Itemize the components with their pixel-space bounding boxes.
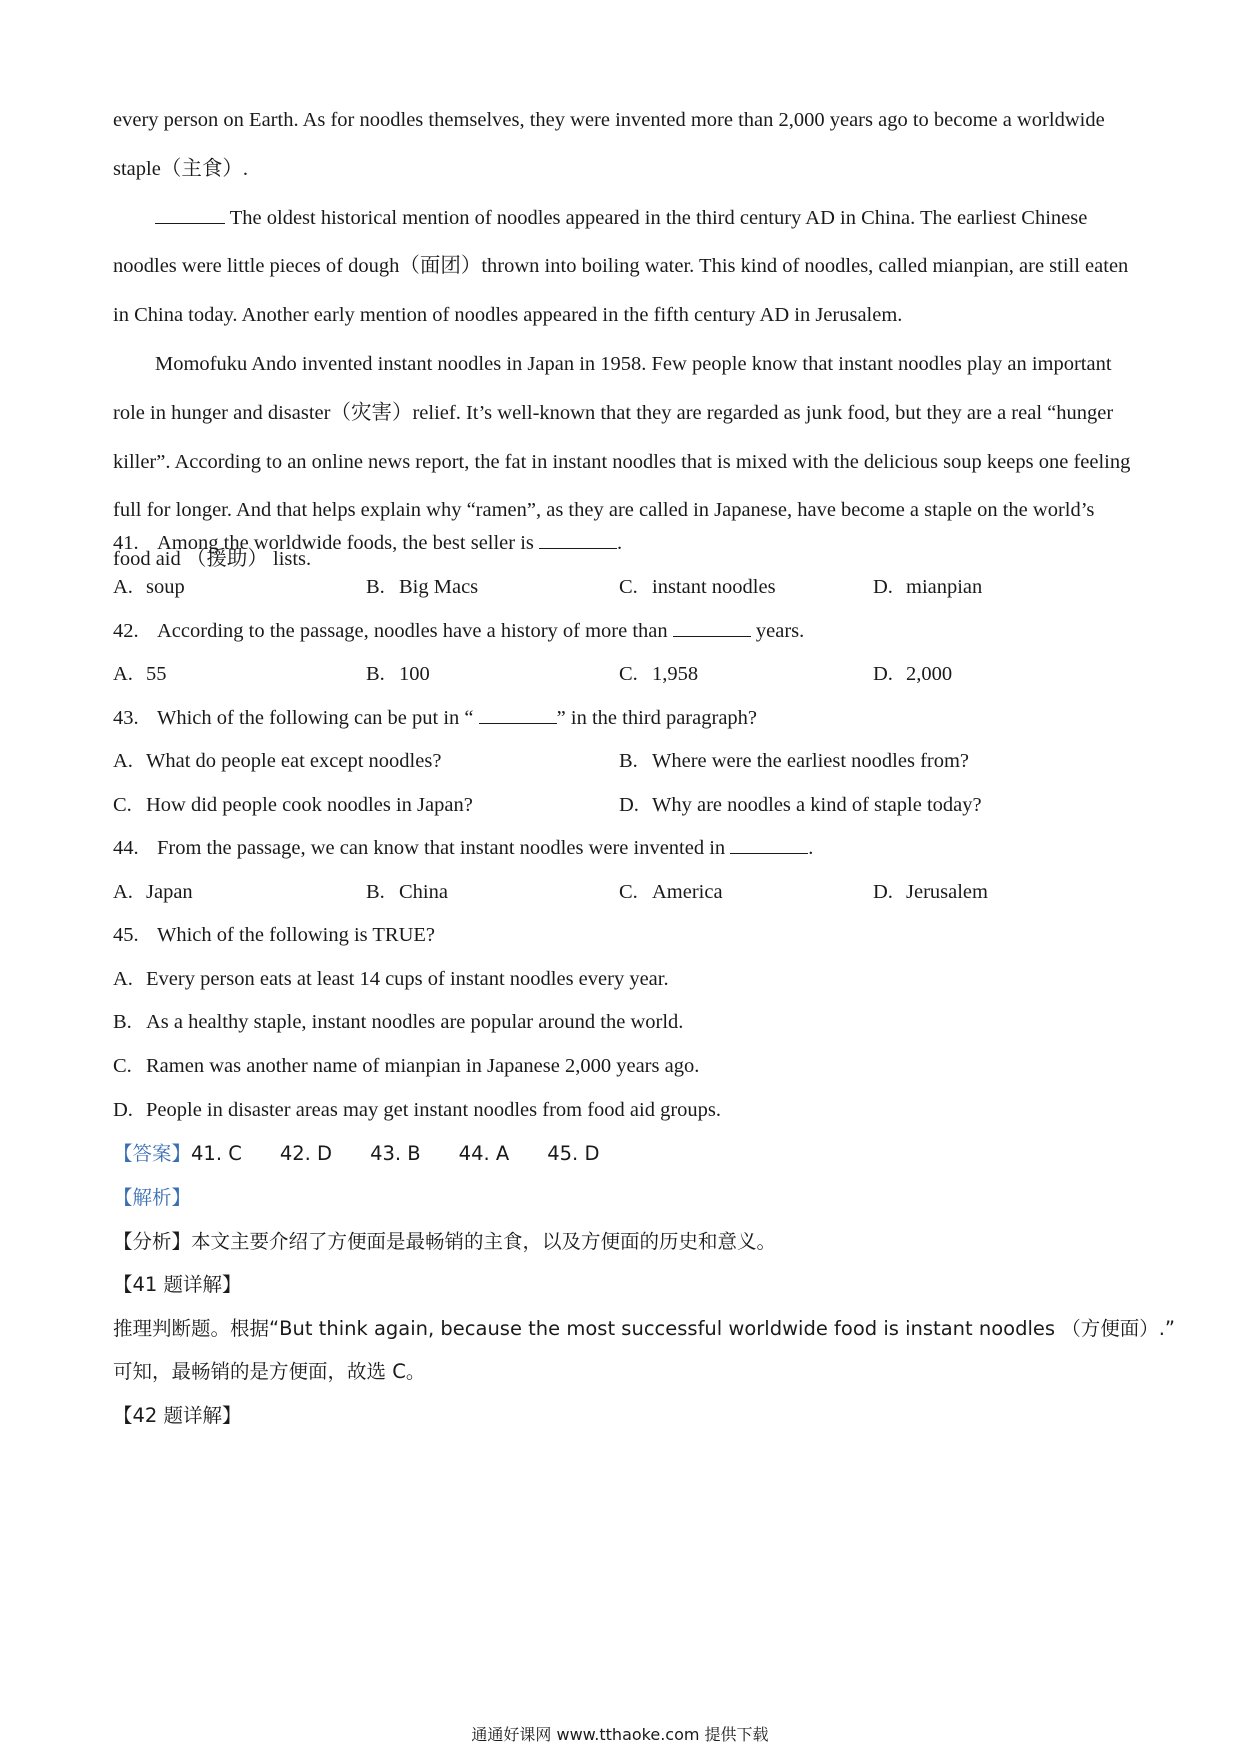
question-44 [113, 833, 813, 863]
answer-41: 41. C [191, 1142, 242, 1165]
option-42-a [113, 659, 167, 689]
option-text: Ramen was another name of mianpian in Japanese 2,000 years ago. [146, 1055, 700, 1077]
reading-passage [113, 96, 1133, 584]
option-41-a [113, 572, 185, 602]
option-letter: D. [873, 576, 893, 598]
question-stem: Which of the following is TRUE? [157, 924, 436, 946]
option-42-d [873, 659, 952, 689]
answer-42: 42. D [279, 1142, 333, 1165]
question-number: 44. [113, 837, 139, 859]
q41-detail-line-1: 推理判断题。根据“But think again, because the most successful worldwide food is instant noodles （方便面）.” [113, 1317, 1176, 1340]
answer-blank [673, 618, 751, 637]
answer-blank [539, 530, 617, 549]
q42-detail-title: 【42 题详解】 [113, 1404, 242, 1427]
question-number: 41. [113, 532, 139, 554]
option-41-b [366, 572, 478, 602]
option-text: Jerusalem [906, 881, 988, 903]
option-text: 100 [399, 663, 430, 685]
option-letter: A. [113, 968, 133, 990]
option-letter: A. [113, 663, 133, 685]
q41-detail-title: 【41 题详解】 [113, 1273, 242, 1296]
option-letter: B. [113, 1011, 132, 1033]
option-44-a [113, 877, 193, 907]
option-text: Why are noodles a kind of staple today? [652, 794, 982, 816]
question-number: 42. [113, 620, 139, 642]
option-text: People in disaster areas may get instant noodles from food aid groups. [146, 1099, 722, 1121]
option-43-a [113, 746, 441, 776]
question-number: 45. [113, 924, 139, 946]
answer-43: 43. B [370, 1142, 421, 1165]
question-stem-end: . [617, 532, 623, 554]
option-letter: D. [873, 663, 893, 685]
analysis-label: 【解析】 [113, 1186, 192, 1209]
option-45-c [113, 1051, 699, 1081]
option-text: As a healthy staple, instant noodles are popular around the world. [146, 1011, 684, 1033]
option-44-d [873, 877, 988, 907]
analysis-summary: 【分析】本文主要介绍了方便面是最畅销的主食，以及方便面的历史和意义。 [113, 1230, 777, 1253]
option-text: America [652, 881, 723, 903]
passage-paragraph-1: every person on Earth. As for noodles themselves, they were invented more than 2,000 years ago to become a worldwide staple（主食）. [113, 109, 1105, 180]
option-letter: A. [113, 750, 133, 772]
answer-label: 【答案】 [113, 1142, 192, 1165]
question-stem: According to the passage, noodles have a history of more than [157, 620, 673, 642]
option-letter: C. [113, 794, 132, 816]
question-number: 43. [113, 707, 139, 729]
option-43-b [619, 746, 969, 776]
option-45-d [113, 1095, 721, 1125]
question-stem: From the passage, we can know that instant noodles were invented in [157, 837, 731, 859]
question-stem-end: years. [750, 620, 805, 642]
option-letter: B. [366, 663, 385, 685]
answer-key [113, 1138, 637, 1170]
question-stem-end: . [808, 837, 814, 859]
option-41-c [619, 572, 776, 602]
option-letter: B. [366, 576, 385, 598]
answer-44: 44. A [458, 1142, 510, 1165]
option-text: Every person eats at least 14 cups of instant noodles every year. [146, 968, 669, 990]
option-letter: B. [366, 881, 385, 903]
question-45 [113, 920, 435, 950]
option-text: soup [146, 576, 185, 598]
option-text: mianpian [906, 576, 983, 598]
option-42-b [366, 659, 430, 689]
question-stem-end: ” in the third paragraph? [556, 707, 758, 729]
option-text: 1,958 [652, 663, 699, 685]
page-footer: 通通好课网 www.tthaoke.com 提供下载 [471, 1725, 769, 1744]
option-letter: C. [619, 576, 638, 598]
option-letter: D. [873, 881, 893, 903]
question-43 [113, 703, 757, 733]
option-44-b [366, 877, 448, 907]
option-44-c [619, 877, 723, 907]
question-42 [113, 616, 804, 646]
answer-blank [479, 705, 557, 724]
answer-45: 45. D [547, 1142, 600, 1165]
option-letter: A. [113, 576, 133, 598]
option-letter: D. [619, 794, 639, 816]
option-text: 2,000 [906, 663, 953, 685]
option-text: What do people eat except noodles? [146, 750, 442, 772]
option-letter: C. [113, 1055, 132, 1077]
option-letter: C. [619, 881, 638, 903]
option-letter: D. [113, 1099, 133, 1121]
question-41 [113, 528, 622, 558]
passage-paragraph-2-text: The oldest historical mention of noodles appeared in the third century AD in China. The earliest Chinese noodles were little pieces of dough（面团）thrown into boiling water. This kind of noodles, called mianpian, are still eaten in China today. Another early mention of noodles appeared in the fifth century AD in Jerusalem. [113, 206, 1129, 327]
answer-blank [730, 835, 808, 854]
passage-paragraph-2 [113, 194, 1133, 340]
option-letter: C. [619, 663, 638, 685]
option-41-d [873, 572, 982, 602]
option-text: instant noodles [652, 576, 776, 598]
option-45-a [113, 964, 669, 994]
q41-detail-line-2: 可知，最畅销的是方便面，故选 C。 [113, 1360, 426, 1383]
question-stem: Among the worldwide foods, the best seller is [157, 532, 540, 554]
option-letter: B. [619, 750, 638, 772]
option-letter: A. [113, 881, 133, 903]
passage-paragraph-3: Momofuku Ando invented instant noodles in Japan in 1958. Few people know that instant noodles play an important role in hunger and disaster（灾害）relief. It’s well-known that they are regarded as junk food, but they are a real “hunger killer”. According to an online news report, the fat in instant noodles that is mixed with the delicious soup keeps one feeling full for longer. And that helps explain why “ramen”, as they are called in Japanese, have become a staple on the world’s food aid （援助） lists. [113, 352, 1131, 571]
option-text: Big Macs [399, 576, 479, 598]
option-45-b [113, 1007, 683, 1037]
option-text: How did people cook noodles in Japan? [146, 794, 473, 816]
option-text: China [399, 881, 448, 903]
option-43-c [113, 790, 473, 820]
answer-blank [155, 205, 225, 224]
option-text: Japan [146, 881, 193, 903]
option-text: 55 [146, 663, 167, 685]
option-42-c [619, 659, 698, 689]
option-text: Where were the earliest noodles from? [652, 750, 970, 772]
option-43-d [619, 790, 982, 820]
question-stem: Which of the following can be put in “ [157, 707, 479, 729]
